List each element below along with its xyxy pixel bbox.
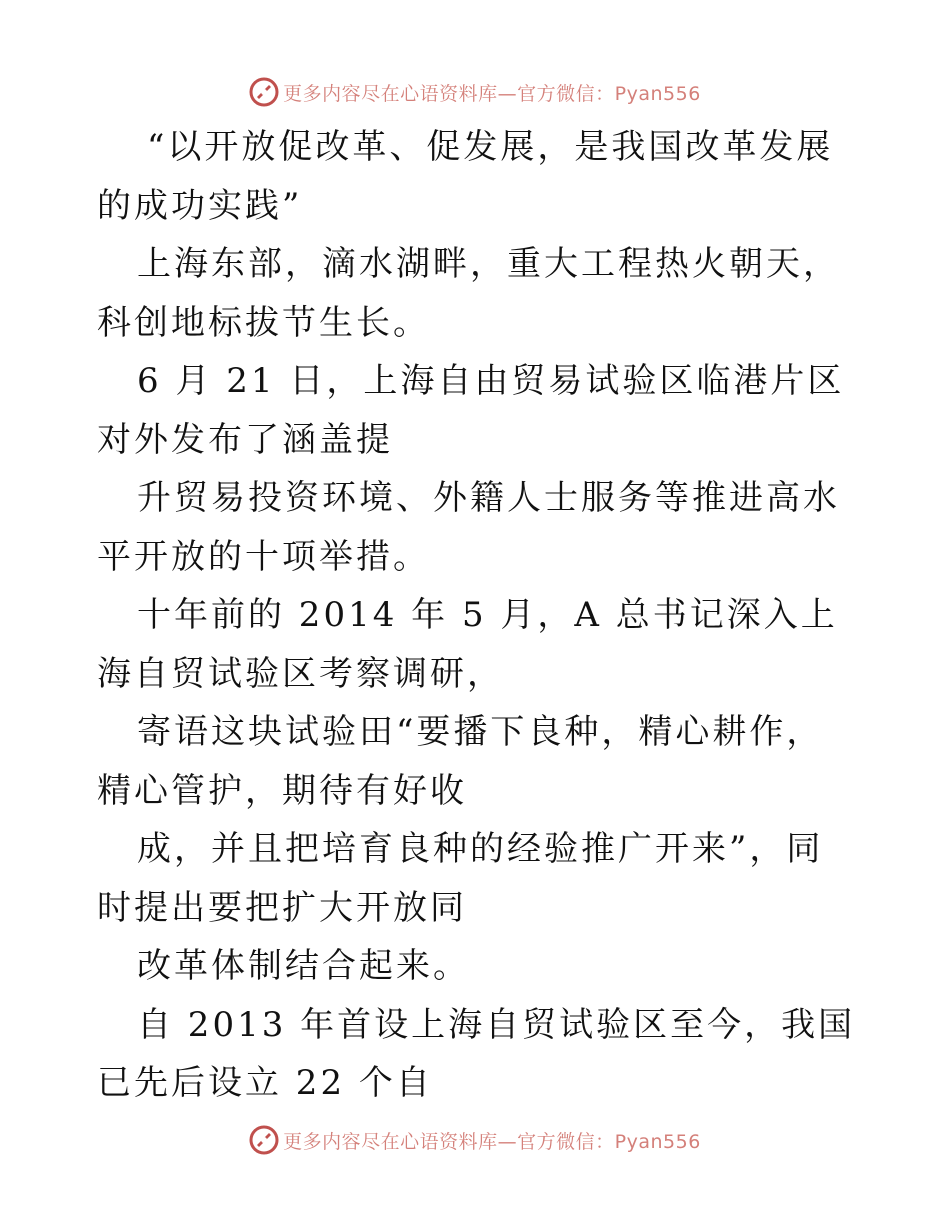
paragraph: 升贸易投资环境、外籍人士服务等推进高水平开放的十项举措。 [97,478,840,577]
paragraph: “以开放促改革、促发展，是我国改革发展的成功实践” [97,127,834,226]
footer-banner [0,1120,950,1160]
header-banner [0,72,950,112]
footer-banner-text: 更多内容尽在心语资料库—官方微信：Pyan556 [283,1130,701,1153]
paragraph: 6 月 21 日，上海自由贸易试验区临港片区对外发布了涵盖提 [97,361,845,460]
header-banner-text: 更多内容尽在心语资料库—官方微信：Pyan556 [283,82,701,105]
book-feather-logo-icon [249,1125,279,1155]
document-body [97,118,857,1113]
paragraph: 成，并且把培育良种的经验推广开来”，同时提出要把扩大开放同 [97,829,824,928]
paragraph: 自 2013 年首设上海自贸试验区至今，我国已先后设立 22 个自 [97,1004,856,1103]
paragraph: 改革体制结合起来。 [137,946,470,986]
paragraph: 上海东部，滴水湖畔，重大工程热火朝天，科创地标拔节生长。 [97,244,840,343]
book-feather-logo-icon [249,77,279,107]
paragraph: 十年前的 2014 年 5 月，A 总书记深入上海自贸试验区考察调研， [97,595,838,694]
paragraph: 寄语这块试验田“要播下良种，精心耕作，精心管护，期待有好收 [97,712,824,811]
